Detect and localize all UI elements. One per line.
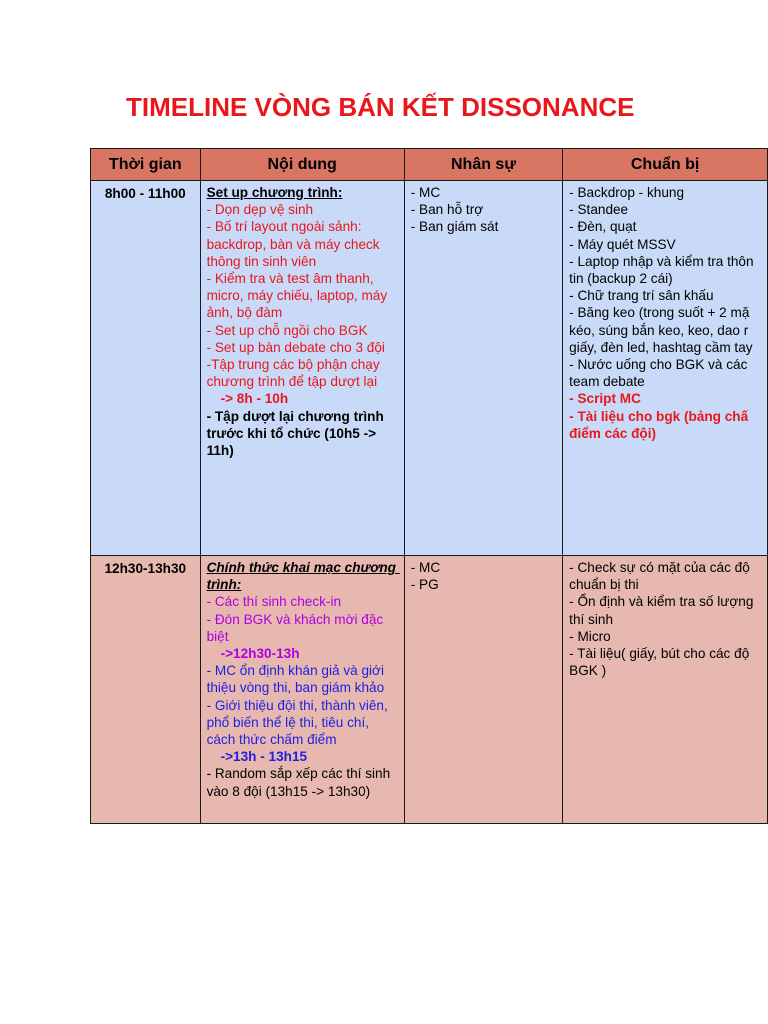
prep-line: tin (backup 2 cái) — [569, 271, 673, 287]
prep-line: - Tài liệu( giấy, bút cho các độ — [569, 646, 750, 662]
content-line: - Bố trí layout ngoài sảnh: backdrop, bàn và máy check thông tin sinh viên — [206, 219, 384, 269]
prep-line: - Script MC — [569, 391, 641, 407]
prep-line: - Nước uống cho BGK và các — [569, 357, 748, 373]
staff-line: - MC — [410, 560, 441, 575]
prep-line: - Standee — [569, 202, 629, 218]
prep-line: - Tài liệu cho bgk (bảng chấ — [569, 408, 749, 424]
content-line: - Kiểm tra và test âm thanh, micro, máy chiếu, laptop, máy ảnh, bộ đàm — [206, 271, 391, 321]
time-cell — [91, 181, 201, 556]
time-cell — [91, 556, 201, 824]
content-line: Set up chương trình: — [206, 185, 343, 200]
prep-line: - Check sự có mặt của các độ — [569, 560, 750, 575]
prep-line: - Micro — [569, 628, 611, 644]
header-staff: Nhân sự — [404, 149, 562, 181]
prep-line: giấy, đèn led, hashtag cầm tay — [569, 339, 753, 355]
prep-line: - Chữ trang trí sân khấu — [569, 288, 714, 304]
staff-cell — [404, 556, 562, 824]
header-prep: Chuẩn bị — [563, 149, 768, 181]
content-line: - Random sắp xếp các thí sinh vào 8 đội (13h15 -> 13h30) — [206, 766, 394, 799]
staff-line: - PG — [410, 577, 439, 593]
prep-line: điểm các đội) — [569, 425, 657, 441]
content-line: ->13h - 13h15 — [220, 749, 308, 765]
header-time: Thời gian — [91, 149, 201, 181]
content-line: - MC ổn định khán giả và giới thiệu vòng thi, ban giám khảo — [206, 663, 388, 696]
prep-line: team debate — [569, 374, 645, 390]
content-line: - Giới thiệu đội thi, thành viên, phổ biến thể lệ thi, tiêu chí, cách thức chấm điểm — [206, 697, 392, 748]
table-header-row — [91, 149, 768, 181]
content-line: - Dọn dẹp vệ sinh — [206, 202, 314, 218]
staff-line: - MC — [410, 185, 441, 200]
table-row — [91, 181, 768, 556]
content-line: - Tập dượt lại chương trình trước khi tổ chức (10h5 -> 11h) — [206, 408, 388, 459]
prep-line: - Backdrop - khung — [569, 185, 685, 200]
prep-cell — [563, 181, 768, 556]
staff-cell — [404, 181, 562, 556]
prep-line: BGK ) — [569, 663, 607, 679]
time-value: 12h30-13h30 — [104, 561, 187, 576]
content-line: ->12h30-13h — [220, 646, 300, 662]
prep-line: - Băng keo (trong suốt + 2 mặ — [569, 305, 750, 321]
prep-line: thí sinh — [569, 611, 613, 627]
staff-line: - Ban giám sát — [410, 219, 499, 235]
content-cell — [200, 181, 404, 556]
header-content: Nội dung — [200, 149, 404, 181]
content-line: -> 8h - 10h — [220, 391, 289, 407]
prep-line: kéo, súng bắn keo, keo, dao r — [569, 322, 749, 338]
table-row — [91, 556, 768, 824]
prep-cell — [563, 556, 768, 824]
prep-line: - Máy quét MSSV — [569, 236, 676, 252]
content-line: - Set up chỗ ngồi cho BGK — [206, 322, 368, 338]
time-value: 8h00 - 11h00 — [104, 186, 186, 201]
content-line: -Tập trung các bộ phận chạy chương trình để tập dượt lại — [206, 357, 384, 390]
content-line: Chính thức khai mạc chương trình: — [206, 560, 400, 593]
timeline-table — [90, 148, 768, 824]
prep-line: - Laptop nhập và kiểm tra thôn — [569, 253, 754, 269]
content-cell — [200, 556, 404, 824]
staff-line: - Ban hỗ trợ — [410, 202, 484, 218]
prep-line: - Đèn, quạt — [569, 219, 637, 235]
content-line: - Các thí sinh check-in — [206, 594, 342, 610]
prep-line: chuẩn bị thi — [569, 577, 639, 593]
content-line: - Đón BGK và khách mời đặc biệt — [206, 611, 387, 644]
prep-line: - Ổn định và kiểm tra số lượng — [569, 594, 754, 610]
content-line: - Set up bàn debate cho 3 đội — [206, 339, 385, 355]
document-title: TIMELINE VÒNG BÁN KẾT DISSONANCE — [126, 92, 635, 122]
